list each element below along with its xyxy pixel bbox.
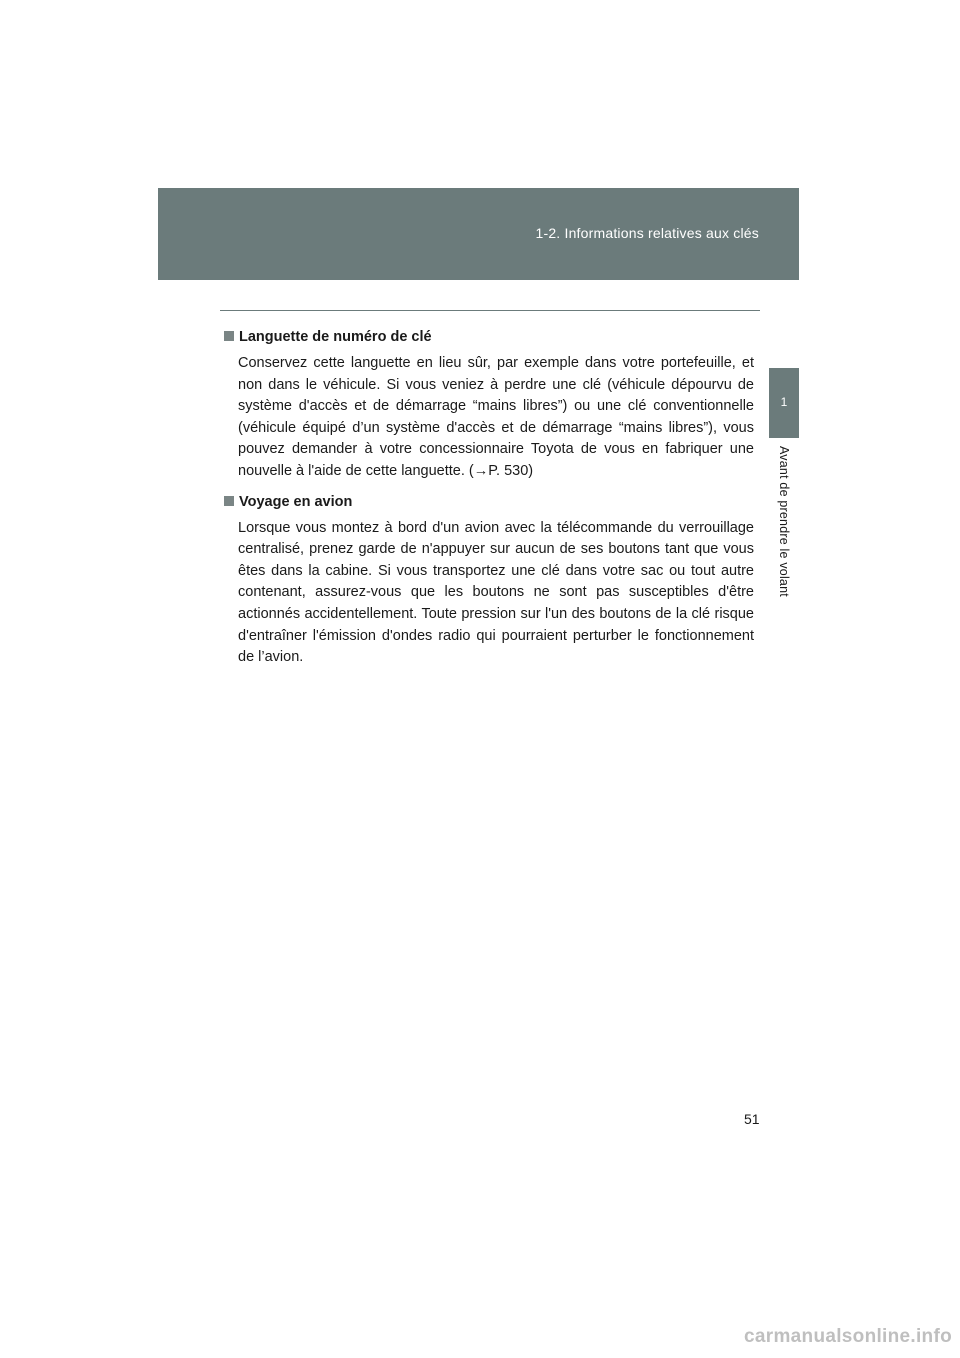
section-title: 1-2. Informations relatives aux clés — [535, 225, 759, 241]
section-heading — [224, 492, 754, 513]
chapter-number: 1 — [780, 395, 788, 409]
section-body: Conservez cette languette en lieu sûr, par exemple dans votre portefeuille, et non dans le véhicule. Si vous veniez à perdre une clé (véhicule dépourvu de système d'accès et de démarrage “mains libres”) ou une clé conventionnelle (véhicule équipé d’un système d'accès et de démarrage “mains libres”), vous pouvez demander à votre concessionnaire Toyota de vous en fabriquer une nouvelle à l'aide de cette languette. (→P. 530) — [238, 355, 754, 479]
chapter-header-band — [158, 188, 799, 280]
watermark-text: carmanualsonline.info — [744, 1326, 952, 1347]
section-heading-text: Voyage en avion — [239, 493, 353, 510]
page-content — [224, 327, 754, 669]
section-air-travel — [224, 492, 754, 669]
square-bullet-icon — [224, 331, 234, 341]
section-heading — [224, 327, 754, 348]
square-bullet-icon — [224, 496, 234, 506]
page-number: 51 — [744, 1111, 760, 1127]
section-body: Lorsque vous montez à bord d'un avion avec la télécommande du verrouillage centralisé, prenez garde de n'appuyer sur aucun de ses boutons tant que vous êtes dans la cabine. Si vous transportez une clé dans votre sac ou tout autre contenant, assurez-vous que les boutons ne sont pas susceptibles d'être actionnés accidentellement. Toute pression sur l'un des boutons de la clé risque d'entraîner l'émission d'ondes radio qui pourraient perturber le fonctionnement de l’avion. — [238, 519, 754, 666]
chapter-side-tab — [769, 368, 799, 438]
section-heading-text: Languette de numéro de clé — [239, 329, 432, 345]
chapter-name: Avant de prendre le volant — [777, 446, 791, 597]
header-rule — [220, 310, 760, 311]
section-key-number-tag — [224, 327, 754, 483]
